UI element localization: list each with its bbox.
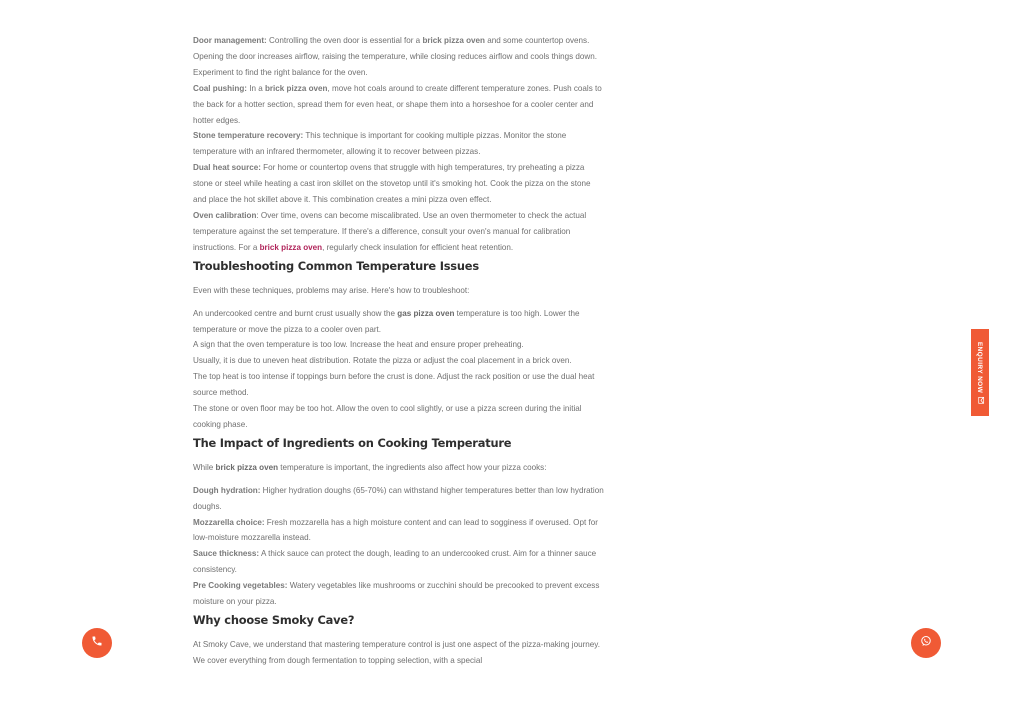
troubleshoot-item: Usually, it is due to uneven heat distribution. Rotate the pizza or adjust the coal placement in a brick oven. bbox=[193, 356, 572, 366]
ingredient-item: Pre Cooking vegetables: Watery vegetables like mushrooms or zucchini should be precooked to prevent excess moisture on your pizza. bbox=[193, 581, 600, 607]
tip-oven-calibration: Oven calibration: Over time, ovens can become miscalibrated. Use an oven thermometer to check the actual temperature against the set temperature. If there's a difference, consult your oven's manual for calibration instructions. For a brick pizza oven, regularly check insulation for efficient heat retention. bbox=[193, 210, 587, 252]
phone-icon bbox=[91, 634, 103, 652]
enquiry-now-button[interactable] bbox=[971, 329, 989, 416]
mail-icon bbox=[976, 397, 984, 404]
tip-label: Oven calibration bbox=[193, 210, 257, 220]
tip-dual-heat: Dual heat source: For home or countertop ovens that struggle with high temperatures, try preheating a pizza stone or steel while heating a cast iron skillet on the stovetop until it's smoking hot. Cook the pizza on the stone and place the hot skillet above it. This combination creates a mini pizza oven effect. bbox=[193, 163, 591, 205]
ingredient-item: Dough hydration: Higher hydration doughs (65-70%) can withstand higher temperatures better than low hydration doughs. bbox=[193, 485, 604, 511]
tip-stone-recovery: Stone temperature recovery: This technique is important for cooking multiple pizzas. Monitor the stone temperature with an infrared thermometer, allowing it to recover between pizzas. bbox=[193, 131, 567, 157]
brick-pizza-oven-text: brick pizza oven bbox=[422, 36, 485, 45]
brick-pizza-oven-link[interactable]: brick pizza oven bbox=[259, 242, 323, 252]
ingredient-item: Sauce thickness: A thick sauce can protect the dough, leading to an undercooked crust. Aim for a thinner sauce consistency. bbox=[193, 549, 597, 575]
article-body bbox=[193, 33, 605, 669]
tip-label: Stone temperature recovery: bbox=[193, 131, 304, 141]
call-button[interactable] bbox=[82, 628, 112, 658]
ingredients-heading: The Impact of Ingredients on Cooking Temperature bbox=[193, 435, 512, 450]
ingredient-item: Mozzarella choice: Fresh mozzarella has a high moisture content and can lead to sogginess if overused. Opt for low-moisture mozzarella instead. bbox=[193, 517, 598, 543]
tip-door-management: Door management: Controlling the oven door is essential for a brick pizza oven and some countertop ovens. Opening the door increases airflow, raising the temperature, while closing reduces airflow and cools things down. Experiment to find the right balance for the oven. bbox=[193, 36, 598, 77]
whatsapp-button[interactable] bbox=[911, 628, 941, 658]
enquiry-label: ENQUIRY NOW bbox=[976, 341, 984, 393]
troubleshoot-item: The stone or oven floor may be too hot. Allow the oven to cool slightly, or use a pizza screen during the initial cooking phase. bbox=[193, 404, 582, 429]
troubleshooting-intro: Even with these techniques, problems may arise. Here's how to troubleshoot: bbox=[193, 285, 470, 295]
tip-label: Dual heat source: bbox=[193, 163, 261, 173]
why-text: At Smoky Cave, we understand that mastering temperature control is just one aspect of the pizza-making journey. We cover everything from dough fermentation to topping selection, with a special bbox=[193, 640, 600, 665]
troubleshooting-heading: Troubleshooting Common Temperature Issues bbox=[193, 258, 479, 273]
why-heading: Why choose Smoky Cave? bbox=[193, 613, 355, 627]
troubleshoot-item: The top heat is too intense if toppings burn before the crust is done. Adjust the rack position or use the dual heat source method. bbox=[193, 372, 595, 398]
brick-pizza-oven-text: brick pizza oven bbox=[264, 83, 328, 93]
whatsapp-icon bbox=[920, 634, 932, 652]
tip-coal-pushing: Coal pushing: In a brick pizza oven, move hot coals around to create different temperature zones. Push coals to the back for a hotter section, spread them for even heat, or shape them into a horseshoe for a cooler center and hotter edges. bbox=[193, 83, 602, 125]
troubleshoot-item: A sign that the oven temperature is too low. Increase the heat and ensure proper preheating. bbox=[193, 340, 524, 350]
ingredients-intro: While brick pizza oven temperature is important, the ingredients also affect how your pizza cooks: bbox=[193, 462, 547, 472]
tip-label: Door management: bbox=[193, 36, 267, 45]
gas-pizza-oven-text: gas pizza oven bbox=[397, 308, 455, 318]
brick-pizza-oven-text: brick pizza oven bbox=[215, 462, 279, 472]
tip-label: Coal pushing: bbox=[193, 83, 247, 93]
troubleshoot-item: An undercooked centre and burnt crust usually show the gas pizza oven temperature is too high. Lower the temperature or move the pizza to a cooler oven part. bbox=[193, 308, 580, 334]
